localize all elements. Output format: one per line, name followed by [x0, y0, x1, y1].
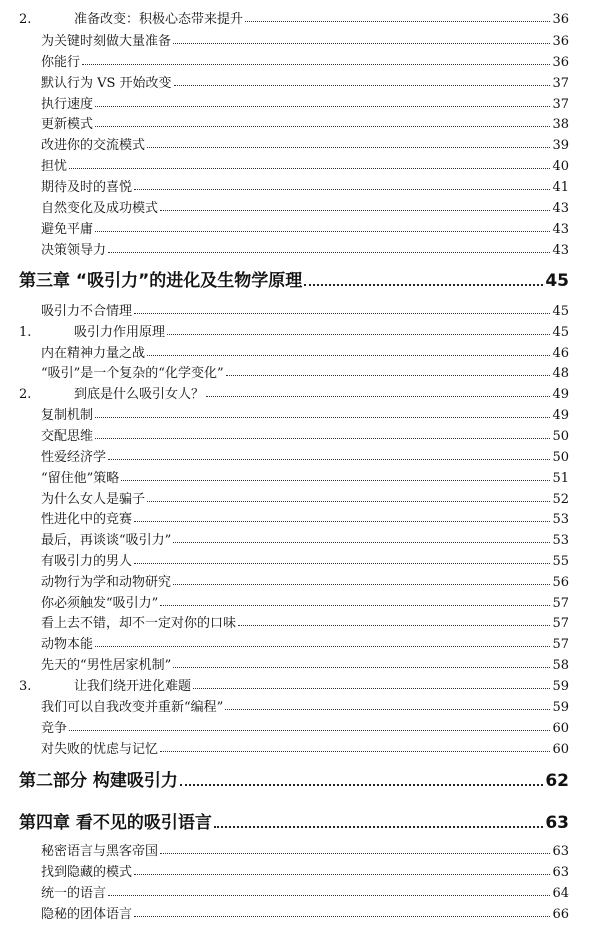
page-number: 57 [552, 596, 569, 611]
toc-entry[interactable] [41, 134, 569, 152]
entry-title: 准备改变：积极心态带来提升 [74, 12, 244, 27]
dot-leader [95, 231, 550, 232]
page-number: 60 [552, 721, 569, 736]
dot-leader [82, 64, 550, 65]
page-number: 59 [552, 679, 569, 694]
toc-entry[interactable] [41, 654, 569, 672]
dot-leader [108, 252, 550, 253]
page-number: 43 [552, 243, 569, 258]
page-number: 45 [552, 304, 569, 319]
entry-title: 决策领导力 [41, 243, 107, 258]
toc-entry[interactable] [41, 155, 569, 173]
toc-entry[interactable] [41, 612, 569, 630]
page-number: 40 [552, 159, 569, 174]
dot-leader [69, 730, 550, 731]
page-number: 52 [552, 492, 569, 507]
toc-entry[interactable] [41, 93, 569, 111]
toc-entry[interactable] [41, 51, 569, 69]
entry-title: 内在精神力量之战 [41, 346, 146, 361]
page-number: 39 [552, 138, 569, 153]
page-number: 45 [552, 325, 569, 340]
entry-title: 你能行 [41, 55, 81, 70]
page-number: 57 [552, 637, 569, 652]
entry-title: 更新模式 [41, 117, 94, 132]
page-number: 46 [552, 346, 569, 361]
dot-leader [95, 438, 550, 439]
toc-entry[interactable] [41, 218, 569, 236]
entry-title: 为关键时刻做大量准备 [41, 34, 172, 49]
toc-entry[interactable] [41, 903, 569, 921]
dot-leader [147, 355, 550, 356]
toc-entry[interactable] [41, 717, 569, 735]
page-number: 59 [552, 700, 569, 715]
entry-title: 你必须触发“吸引力” [41, 596, 159, 611]
toc-entry[interactable] [41, 592, 569, 610]
toc-chapter-entry[interactable] [19, 266, 569, 292]
dot-leader [134, 916, 550, 917]
page-number: 63 [552, 844, 569, 859]
chapter-title: 第三章 “吸引力”的进化及生物学原理 [19, 271, 303, 291]
entry-title: 我们可以自我改变并重新“编程” [41, 700, 224, 715]
page-number: 57 [552, 616, 569, 631]
dot-leader [160, 605, 550, 606]
toc-chapter-entry[interactable] [19, 808, 569, 834]
toc-entry[interactable] [41, 113, 569, 131]
dot-leader [134, 563, 550, 564]
dot-leader [147, 501, 550, 502]
dot-leader [226, 375, 551, 376]
entry-title: 最后，再谈谈“吸引力” [41, 533, 172, 548]
page-number: 37 [552, 97, 569, 112]
dot-leader [238, 625, 550, 626]
dot-leader [180, 784, 543, 786]
entry-title: 担忧 [41, 159, 68, 174]
dot-leader [174, 85, 551, 86]
page-number: 58 [552, 658, 569, 673]
page-number: 51 [552, 471, 569, 486]
page-number: 36 [552, 34, 569, 49]
entry-title: 秘密语言与黑客帝国 [41, 844, 159, 859]
entry-title: 隐秘的团体语言 [41, 907, 133, 922]
page-number: 36 [552, 12, 569, 27]
entry-title: 对失败的忧虑与记忆 [41, 742, 159, 757]
entry-title: 吸引力不合情理 [41, 304, 133, 319]
toc-entry[interactable] [41, 861, 569, 879]
dot-leader [173, 43, 550, 44]
dot-leader [95, 106, 550, 107]
toc-entry[interactable] [41, 467, 569, 485]
toc-entry[interactable] [41, 197, 569, 215]
dot-leader [214, 826, 543, 828]
dot-leader [108, 895, 550, 896]
dot-leader [147, 147, 550, 148]
page-number: 49 [552, 387, 569, 402]
dot-leader [95, 126, 550, 127]
toc-entry[interactable] [19, 8, 569, 26]
toc-entry-number: 3. [19, 679, 32, 694]
entry-title: 为什么女人是骗子 [41, 492, 146, 507]
dot-leader [160, 751, 550, 752]
entry-title: 到底是什么吸引女人？ [74, 387, 205, 402]
entry-title: 期待及时的喜悦 [41, 180, 133, 195]
entry-title: 动物行为学和动物研究 [41, 575, 172, 590]
toc-entry[interactable] [41, 425, 569, 443]
dot-leader [95, 417, 550, 418]
page-number: 64 [552, 886, 569, 901]
toc-entry[interactable] [41, 882, 569, 900]
page-number: 43 [552, 201, 569, 216]
dot-leader [160, 853, 550, 854]
toc-entry-number: 2. [19, 12, 32, 27]
toc-entry[interactable] [41, 529, 569, 547]
page-number: 49 [552, 408, 569, 423]
page-number: 48 [552, 366, 569, 381]
page-number: 38 [552, 117, 569, 132]
entry-title: 动物本能 [41, 637, 94, 652]
toc-entry[interactable] [41, 840, 569, 858]
entry-title: 看上去不错，却不一定对你的口味 [41, 616, 237, 631]
entry-title: 避免平庸 [41, 222, 94, 237]
toc-entry[interactable] [41, 696, 569, 714]
dot-leader [173, 584, 550, 585]
toc-entry-number: 2. [19, 387, 32, 402]
entry-title: 竞争 [41, 721, 68, 736]
toc-chapter-entry[interactable] [19, 766, 569, 792]
dot-leader [173, 667, 550, 668]
toc-entry[interactable] [41, 550, 569, 568]
toc-entry[interactable] [41, 446, 569, 464]
page-number: 41 [552, 180, 569, 195]
entry-title: 找到隐藏的模式 [41, 865, 133, 880]
dot-leader [134, 313, 550, 314]
page-number: 55 [552, 554, 569, 569]
page-number: 50 [552, 450, 569, 465]
dot-leader [206, 396, 550, 397]
toc-entry[interactable] [41, 300, 569, 318]
toc-entry[interactable] [41, 72, 569, 90]
toc-entry[interactable] [19, 675, 569, 693]
dot-leader [134, 521, 550, 522]
dot-leader [167, 334, 550, 335]
page-number: 60 [552, 742, 569, 757]
entry-title: 统一的语言 [41, 886, 107, 901]
dot-leader [95, 646, 550, 647]
dot-leader [245, 21, 550, 22]
toc-entry[interactable] [41, 404, 569, 422]
page-number: 53 [552, 512, 569, 527]
entry-title: 性爱经济学 [41, 450, 107, 465]
dot-leader [108, 459, 550, 460]
page-number: 53 [552, 533, 569, 548]
entry-title: 复制机制 [41, 408, 94, 423]
entry-title: 有吸引力的男人 [41, 554, 133, 569]
toc-entry[interactable] [19, 383, 569, 401]
page-number: 62 [545, 771, 569, 791]
chapter-title: 第四章 看不见的吸引语言 [19, 813, 212, 833]
entry-title: 自然变化及成功模式 [41, 201, 159, 216]
toc-entry[interactable] [41, 738, 569, 756]
toc-entry[interactable] [41, 488, 569, 506]
entry-title: 吸引力作用原理 [74, 325, 166, 340]
dot-leader [173, 542, 550, 543]
page-number: 45 [545, 271, 569, 291]
dot-leader [304, 284, 543, 286]
toc-entry[interactable] [19, 321, 569, 339]
toc-entry[interactable] [41, 508, 569, 526]
dot-leader [134, 189, 550, 190]
dot-leader [69, 168, 550, 169]
entry-title: 执行速度 [41, 97, 94, 112]
toc-entry[interactable] [41, 633, 569, 651]
chapter-title: 第二部分 构建吸引力 [19, 771, 178, 791]
page-number: 63 [552, 865, 569, 880]
toc-entry[interactable] [41, 571, 569, 589]
dot-leader [121, 480, 550, 481]
entry-title: 性进化中的竞赛 [41, 512, 133, 527]
dot-leader [193, 688, 550, 689]
page-number: 66 [552, 907, 569, 922]
entry-title: 默认行为 VS 开始改变 [41, 76, 172, 91]
dot-leader [134, 874, 550, 875]
dot-leader [160, 210, 550, 211]
page-number: 63 [545, 813, 569, 833]
toc-entry[interactable] [41, 239, 569, 257]
entry-title: 让我们绕开进化难题 [74, 679, 192, 694]
toc-entry[interactable] [41, 176, 569, 194]
entry-title: “吸引”是一个复杂的“化学变化” [41, 366, 224, 381]
page-number: 36 [552, 55, 569, 70]
entry-title: 交配思维 [41, 429, 94, 444]
toc-entry[interactable] [41, 362, 569, 380]
dot-leader [225, 709, 550, 710]
page-number: 43 [552, 222, 569, 237]
entry-title: 先天的“男性居家机制” [41, 658, 172, 673]
toc-entry-number: 1. [19, 325, 32, 340]
page-number: 50 [552, 429, 569, 444]
entry-title: “留住他”策略 [41, 471, 120, 486]
toc-entry[interactable] [41, 30, 569, 48]
page-number: 37 [552, 76, 569, 91]
page-number: 56 [552, 575, 569, 590]
entry-title: 改进你的交流模式 [41, 138, 146, 153]
toc-entry[interactable] [41, 342, 569, 360]
